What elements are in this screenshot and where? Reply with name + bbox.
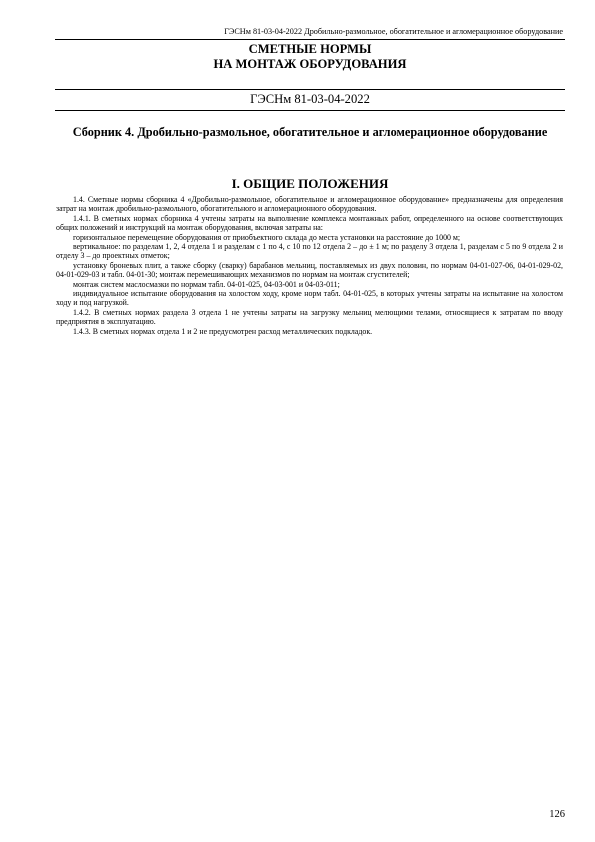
- paragraph: 1.4.3. В сметных нормах отдела 1 и 2 не предусмотрен расход металлических подкладок.: [73, 326, 373, 336]
- document-title: [55, 42, 565, 72]
- document-code: ГЭСНм 81-03-04-2022: [250, 92, 370, 106]
- page-number: 126: [549, 809, 565, 820]
- paragraph: 1.4.1. В сметных нормах сборника 4 учтены затраты на выполнение комплекса монтажных работ, определенного на основе соответствующих общих положений и инструкций на монтаж оборудования, включая затраты на:: [56, 213, 563, 233]
- title-line-1: СМЕТНЫЕ НОРМЫ: [248, 42, 372, 56]
- paragraph: индивидуальное испытание оборудования на холостом ходу, кроме норм табл. 04-01-025, в которых учтены затраты на испытание на холостом ходу и под нагрузкой.: [56, 289, 563, 308]
- collection-title: Сборник 4. Дробильно-размольное, обогатительное и агломерационное оборудование: [72, 125, 548, 139]
- paragraph: 1.4. Сметные нормы сборника 4 «Дробильно-размольное, обогатительное и агломерационное оборудование» предназначены для определения затрат на монтаж дробильно-размольного, обогатительного и агломерационного оборудования.: [56, 195, 563, 214]
- paragraph: горизонтальное перемещение оборудования от приобъектного склада до места установки на расстояние до 1000 м;: [73, 232, 461, 242]
- header-rule: [55, 39, 565, 40]
- section-heading: I. ОБЩИЕ ПОЛОЖЕНИЯ: [231, 176, 389, 191]
- code-top-rule: [55, 89, 565, 90]
- paragraph: монтаж систем маслосмазки по нормам табл. 04-01-025, 04-03-001 и 04-03-011;: [73, 279, 340, 289]
- paragraph: вертикальное: по разделам 1, 2, 4 отдела 1 и разделам с 1 по 4, с 10 по 12 отдела 2 – до ± 1 м; по разделу 3 отдела 1, разделам с 5 по 9 отдела 2 и отделу 3 – до проектных отметок;: [56, 242, 563, 261]
- title-line-2: НА МОНТАЖ ОБОРУДОВАНИЯ: [213, 57, 407, 71]
- running-header: ГЭСНм 81-03-04-2022 Дробильно-размольное, обогатительное и агломерационное оборудование: [224, 27, 563, 36]
- body-text: [56, 195, 563, 336]
- paragraph: установку броневых плит, а также сборку (сварку) барабанов мельниц, поставляемых из двух половин, по нормам 04-01-027-06, 04-01-029-02, 04-01-029-03 и табл. 04-01-30; монтаж перемешивающих механизмов по нормам на монтаж сгустителей;: [56, 260, 563, 280]
- code-bottom-rule: [55, 110, 565, 111]
- paragraph: 1.4.2. В сметных нормах раздела 3 отдела 1 не учтены затраты на загрузку мельниц мелющими телами, относящиеся к затратам по вводу предприятия в эксплуатацию.: [56, 307, 563, 327]
